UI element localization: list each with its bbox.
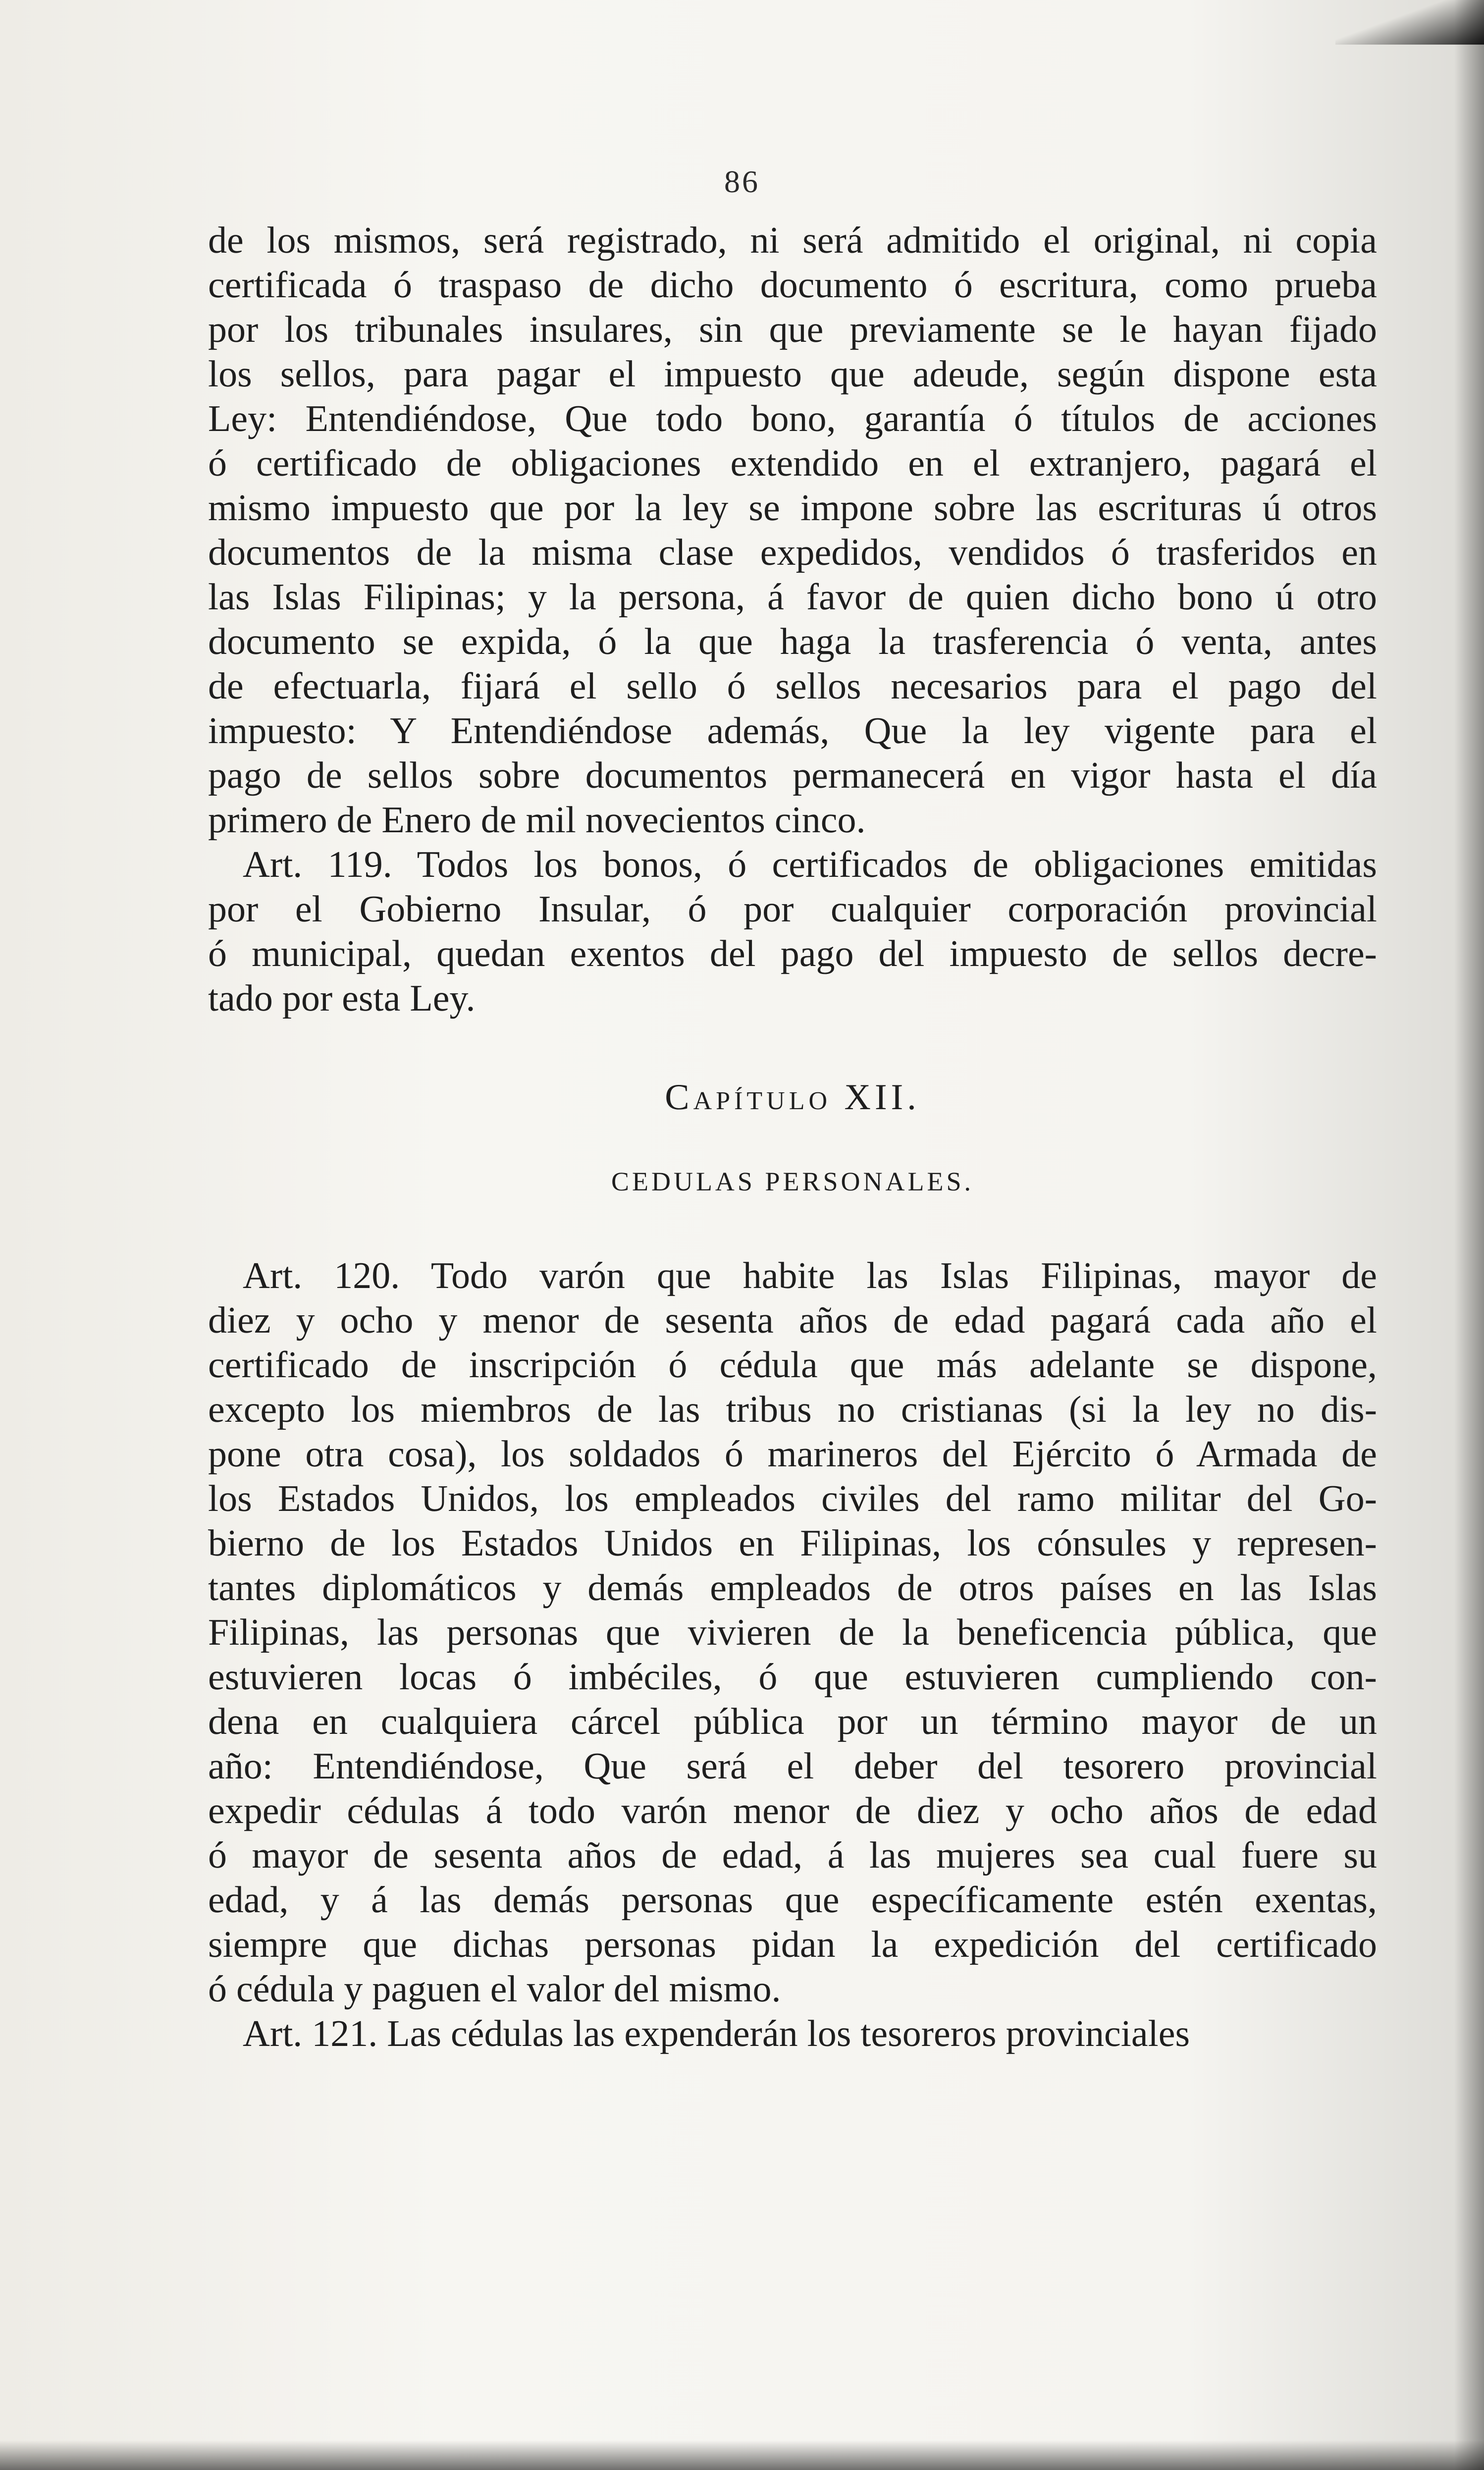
body-text xyxy=(208,218,1377,2056)
text-line: tantes diplomáticos y demás empleados de otros países en las Islas xyxy=(208,1567,1377,1609)
text-line: por el Gobierno Insular, ó por cualquier corporación provincial xyxy=(208,888,1377,930)
text-line: dena en cualquiera cárcel pública por un término mayor de un xyxy=(208,1701,1377,1742)
section-heading: CEDULAS PERSONALES. xyxy=(611,1167,974,1196)
page-edge-shadow-right xyxy=(1454,0,1484,2470)
text-line: ó cédula y paguen el valor del mismo. xyxy=(208,1968,781,2010)
text-line: estuvieren locas ó imbéciles, ó que estuvieren cumpliendo con- xyxy=(208,1656,1377,1698)
text-line: las Islas Filipinas; y la persona, á favor de quien dicho bono ú otro xyxy=(208,576,1377,618)
text-line: documentos de la misma clase expedidos, vendidos ó trasferidos en xyxy=(208,532,1377,573)
text-line: edad, y á las demás personas que específicamente estén exentas, xyxy=(208,1879,1377,1921)
article-119-start: Art. 119. Todos los bonos, ó certificados de obligaciones emitidas xyxy=(243,844,1377,885)
text-line: ó mayor de sesenta años de edad, á las mujeres sea cual fuere su xyxy=(208,1834,1377,1876)
text-line: documento se expida, ó la que haga la trasferencia ó venta, antes xyxy=(208,621,1377,662)
text-line: bierno de los Estados Unidos en Filipinas, los cónsules y represen- xyxy=(208,1522,1377,1564)
text-line: tado por esta Ley. xyxy=(208,977,476,1019)
text-line: Ley: Entendiéndose, Que todo bono, garantía ó títulos de acciones xyxy=(208,398,1377,439)
text-line: de los mismos, será registrado, ni será admitido el original, ni copia xyxy=(208,219,1377,261)
text-line: ó municipal, quedan exentos del pago del impuesto de sellos decre- xyxy=(208,933,1377,974)
text-line: impuesto: Y Entendiéndose además, Que la ley vigente para el xyxy=(208,710,1377,752)
text-line: mismo impuesto que por la ley se impone sobre las escrituras ú otros xyxy=(208,487,1377,529)
text-line: certificada ó traspaso de dicho documento ó escritura, como prueba xyxy=(208,264,1377,306)
article-120-start: Art. 120. Todo varón que habite las Islas Filipinas, mayor de xyxy=(243,1255,1377,1296)
text-line: ó certificado de obligaciones extendido en el extranjero, pagará el xyxy=(208,442,1377,484)
text-line: pone otra cosa), los soldados ó marineros del Ejército ó Armada de xyxy=(208,1433,1377,1475)
text-line: los Estados Unidos, los empleados civiles del ramo militar del Go- xyxy=(208,1478,1377,1519)
text-line: certificado de inscripción ó cédula que más adelante se dispone, xyxy=(208,1344,1377,1386)
page-edge-shadow-bottom xyxy=(0,2440,1484,2470)
text-line: excepto los miembros de las tribus no cristianas (si la ley no dis- xyxy=(208,1389,1377,1430)
chapter-heading: Capítulo XII. xyxy=(665,1077,920,1118)
text-line: los sellos, para pagar el impuesto que adeude, según dispone esta xyxy=(208,353,1377,395)
text-line: Filipinas, las personas que vivieren de la beneficencia pública, que xyxy=(208,1611,1377,1653)
text-line: de efectuarla, fijará el sello ó sellos necesarios para el pago del xyxy=(208,665,1377,707)
text-line: expedir cédulas á todo varón menor de diez y ocho años de edad xyxy=(208,1790,1377,1831)
text-line: año: Entendiéndose, Que será el deber del tesorero provincial xyxy=(208,1745,1377,1787)
text-line: primero de Enero de mil novecientos cinco. xyxy=(208,799,866,841)
article-121-start: Art. 121. Las cédulas las expenderán los tesoreros provinciales xyxy=(243,2013,1190,2054)
text-line: por los tribunales insulares, sin que previamente se le hayan fijado xyxy=(208,309,1377,350)
text-line: pago de sellos sobre documentos permanecerá en vigor hasta el día xyxy=(208,754,1377,796)
text-line: diez y ocho y menor de sesenta años de edad pagará cada año el xyxy=(208,1299,1377,1341)
text-line: siempre que dichas personas pidan la expedición del certificado xyxy=(208,1924,1377,1965)
page-number: 86 xyxy=(724,164,760,199)
